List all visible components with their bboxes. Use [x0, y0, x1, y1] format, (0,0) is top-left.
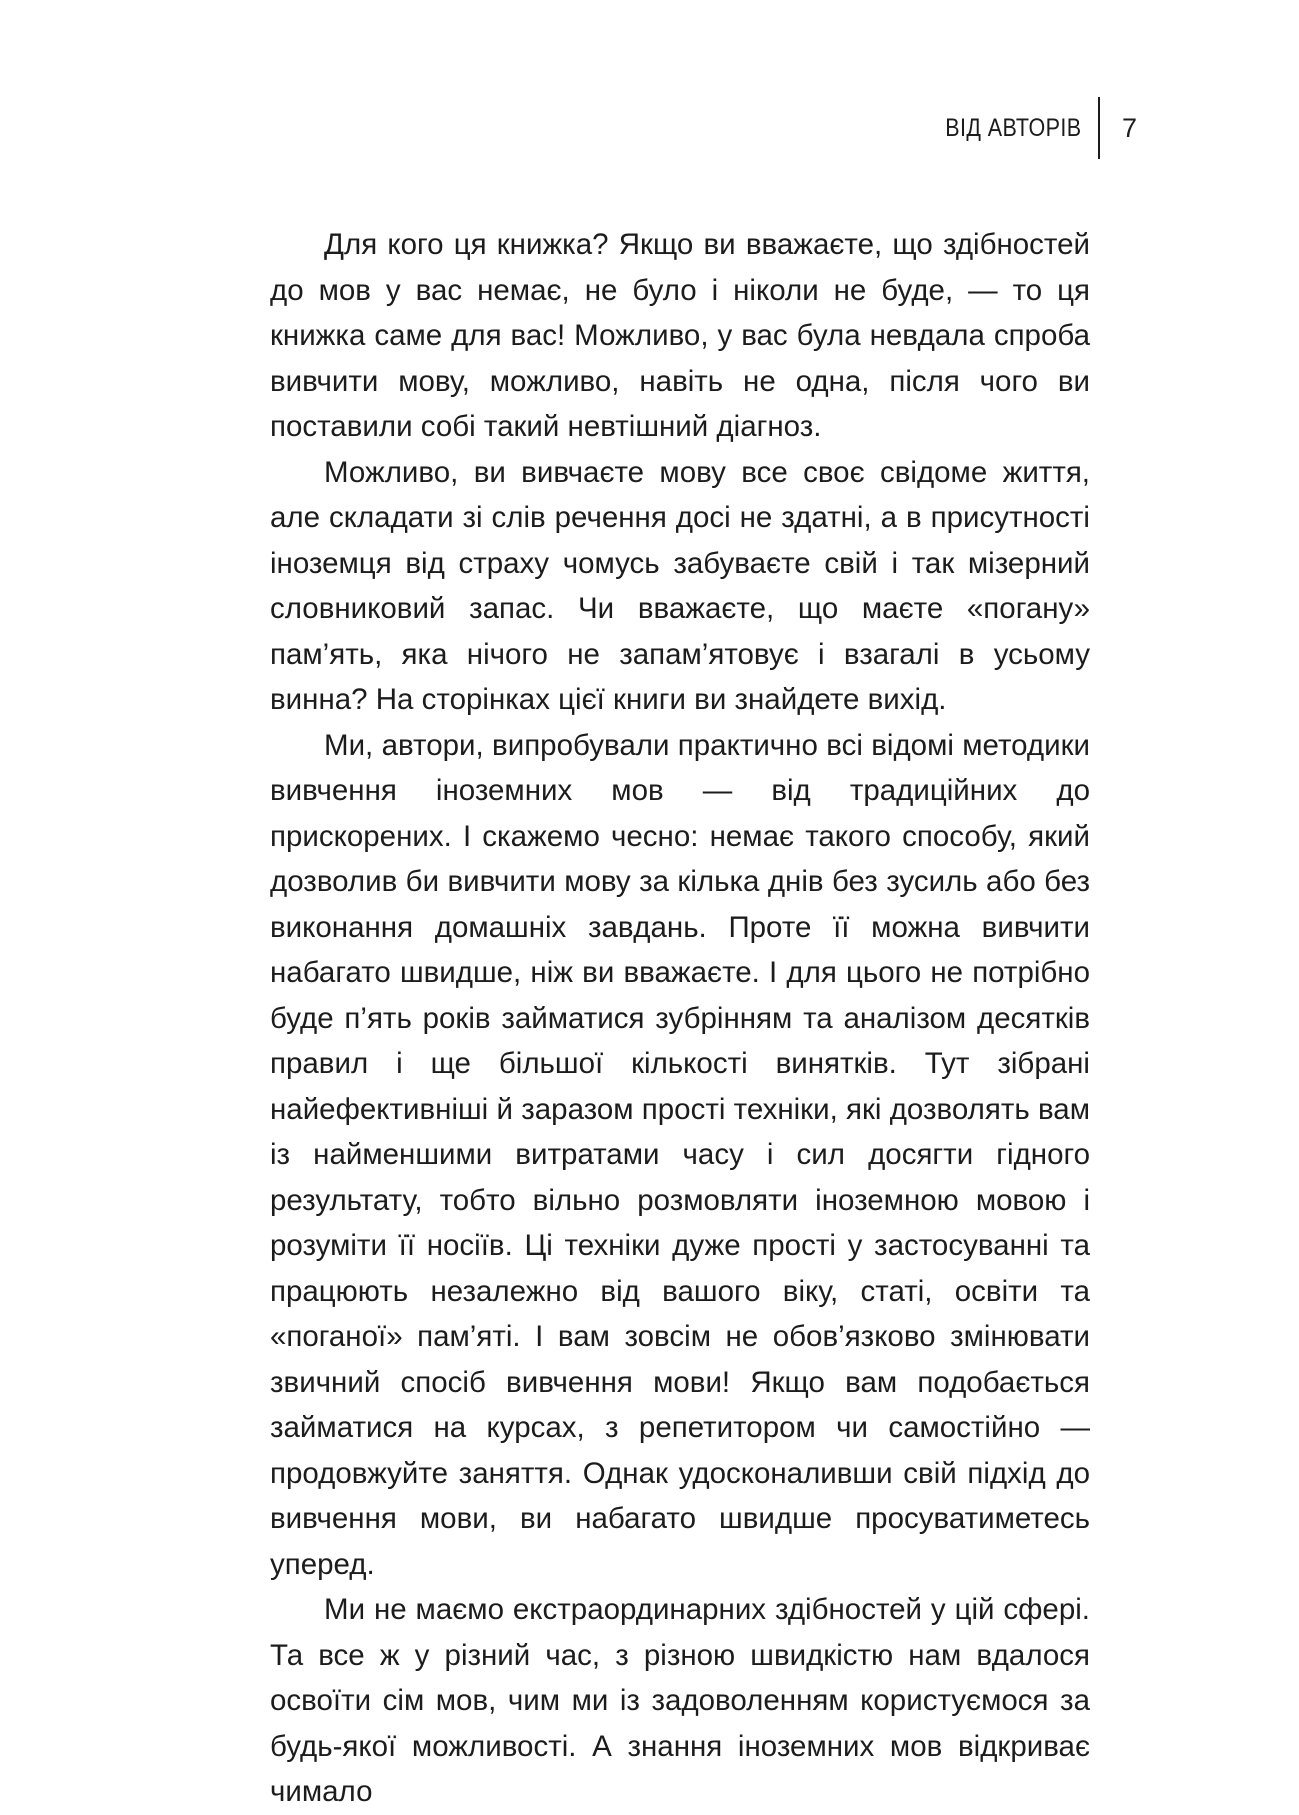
paragraph-4: Ми не маємо екстраординарних здібностей у цій сфері. Та все ж у різний час, з різною швидкістю нам вдалося освоїти сім мов, чим ми із задоволенням користуємося за будь-якої можливості. А знання іноземних мов відкриває чимало — [270, 1593, 1090, 1808]
running-header — [923, 96, 1137, 160]
page-body — [270, 222, 1090, 1815]
section-title: ВІД АВТОРІВ — [945, 113, 1082, 142]
paragraph-3: Ми, автори, випробували практично всі відомі методики вивчення іноземних мов — від традиційних до прискорених. І скажемо чесно: немає такого способу, який дозволив би вивчити мову за кілька днів без зусиль або без виконання домашніх завдань. Проте її можна вивчити набагато швидше, ніж ви вважаєте. І для цього не потрібно буде п’ять років займатися зубрінням та аналізом десятків правил і ще більшої кількості винятків. Тут зібрані найефективніші й заразом прості техніки, які дозволять вам із найменшими витратами часу і сил досягти гідного результату, тобто вільно розмовляти іноземною мовою і розуміти її носіїв. Ці техніки дуже прості у застосуванні та працюють незалежно від вашого віку, статі, освіти та «поганої» пам’яті. І вам зовсім не обов’язково змінювати звичний спосіб вивчення мови! Якщо вам подобається займатися на курсах, з репетитором чи самостійно — продовжуйте заняття. Однак удосконаливши свій підхід до вивчення мови, ви набагато швидше просуватиметесь уперед. — [270, 728, 1090, 1581]
paragraph-2: Можливо, ви вивчаєте мову все своє свідоме життя, але складати зі слів речення досі не здатні, а в присутності іноземця від страху чомусь забуваєте свій і так мізерний словниковий запас. Чи вважаєте, що маєте «погану» пам’ять, яка нічого не запам’ятовує і взагалі в усьому винна? На сторінках цієї книги ви знайдете вихід. — [270, 455, 1090, 716]
header-divider — [1098, 97, 1100, 159]
paragraph-1: Для кого ця книжка? Якщо ви вважаєте, що здібностей до мов у вас немає, не було і ніколи не буде, — то ця книжка саме для вас! Можливо, у вас була невдала спроба вивчити мову, можливо, навіть не одна, після чого ви поставили собі такий невтішний діагноз. — [270, 228, 1090, 443]
page-number: 7 — [1121, 112, 1137, 143]
